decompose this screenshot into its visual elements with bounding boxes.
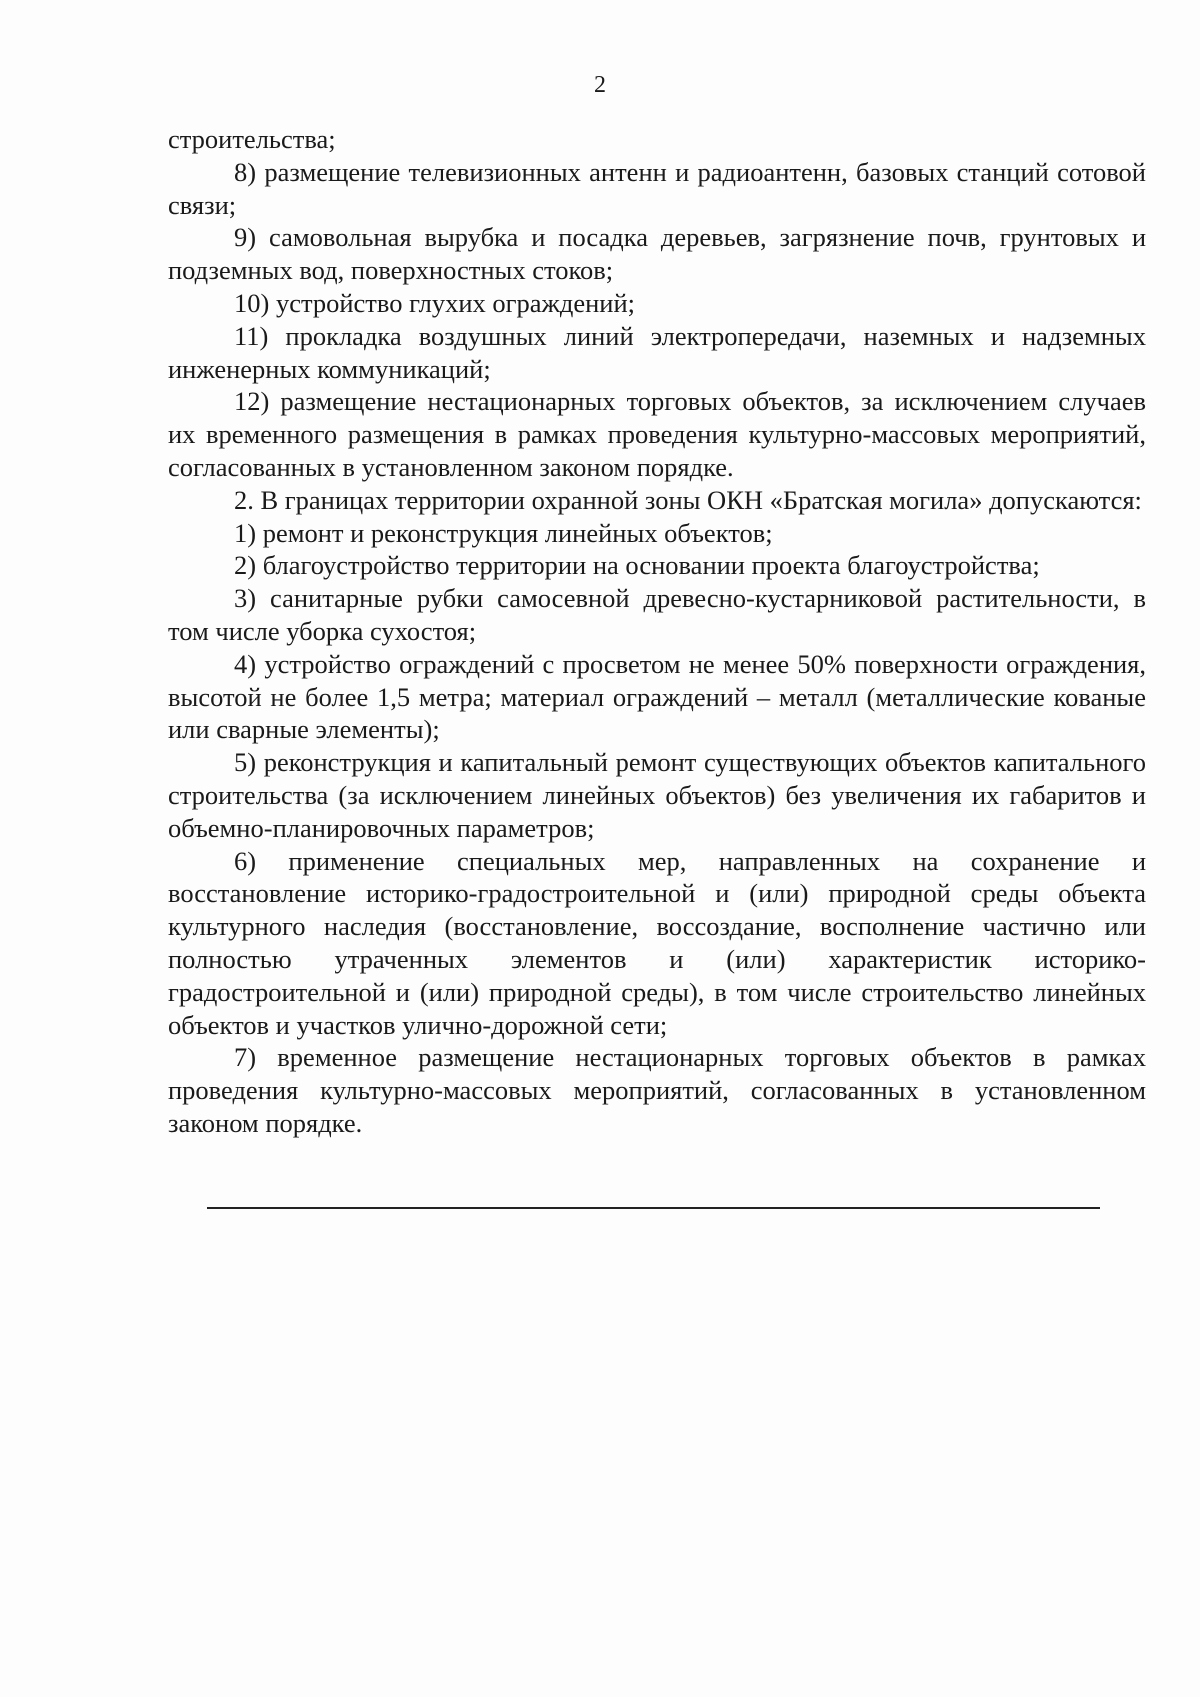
paragraph-continuation: строительства; (168, 124, 336, 154)
list-item-11: 11) прокладка воздушных линий электропередачи, наземных и надземных инженерных коммуникаций; (168, 320, 1146, 384)
allowed-item-3: 3) санитарные рубки самосевной древесно-кустарниковой растительности, в том числе уборка сухостоя; (168, 583, 1146, 646)
section-2-heading: 2. В границах территории охранной зоны ОКН «Братская могила» допускаются: (234, 484, 1142, 515)
document-body (168, 123, 1146, 1140)
allowed-item-7: 7) временное размещение нестационарных торговых объектов в рамках проведения культурно-массовых мероприятий, согласованных в установленном законом порядке. (168, 1042, 1146, 1138)
allowed-item-4: 4) устройство ограждений с просветом не менее 50% поверхности ограждения, высотой не более 1,5 метра; материал ограждений – металл (металлические кованые или сварные элементы); (168, 648, 1146, 745)
allowed-item-1: 1) ремонт и реконструкция линейных объектов; (234, 517, 773, 548)
allowed-item-5: 5) реконструкция и капитальный ремонт существующих объектов капитального строительства (за исключением линейных объектов) без увеличения их габаритов и объемно-планировочных параметров; (168, 747, 1146, 843)
list-item-9: 9) самовольная вырубка и посадка деревьев, загрязнение почв, грунтовых и подземных вод, поверхностных стоков; (168, 222, 1146, 286)
page-number: 2 (594, 72, 606, 98)
allowed-item-6: 6) применение специальных мер, направленных на сохранение и восстановление историко-градостроительной и (или) природной среды объекта культурного наследия (восстановление, воссоздание, восполнение частично или полностью утраченных элементов и (или) характеристик историко-градостроительной и (или) природной среды), в том числе строительство линейных объектов и участков улично-дорожной сети; (168, 845, 1146, 1040)
end-of-document-rule (207, 1207, 1100, 1209)
list-item-8: 8) размещение телевизионных антенн и радиоантенн, базовых станций сотовой связи; (168, 156, 1146, 220)
allowed-item-2: 2) благоустройство территории на основании проекта благоустройства; (234, 550, 1040, 581)
list-item-12: 12) размещение нестационарных торговых объектов, за исключением случаев их временного размещения в рамках проведения культурно-массовых мероприятий, согласованных в установленном законом порядке. (168, 386, 1146, 482)
list-item-10: 10) устройство глухих ограждений; (234, 287, 635, 318)
